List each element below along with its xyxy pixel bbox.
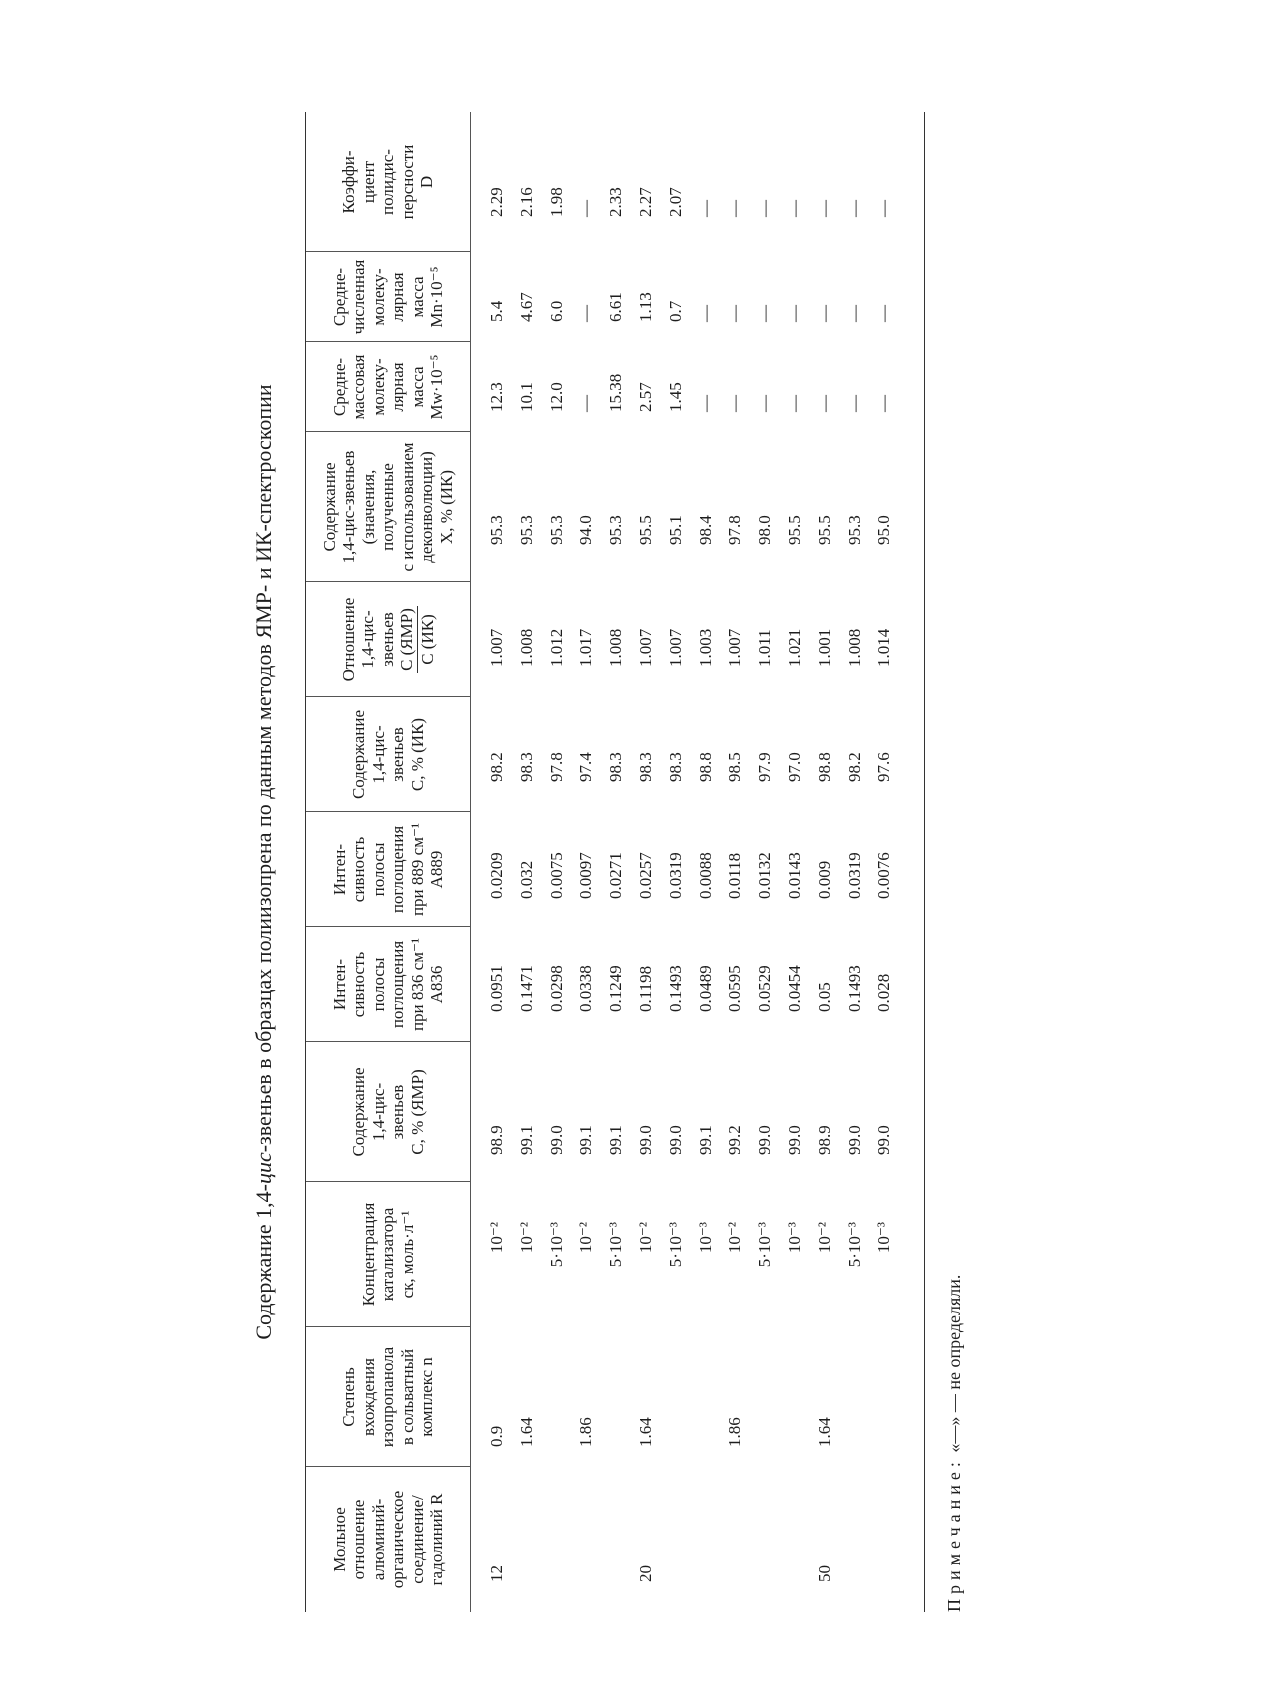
cell-ratio-nmr-ir: 1.007 — [636, 628, 655, 667]
cell-ratio-nmr-ir: 1.008 — [516, 628, 536, 667]
cell-ratio-nmr-ir: 1.007 — [725, 628, 745, 667]
cell-intensity-836: 0.1471 — [516, 965, 536, 1012]
header-line: персности — [397, 144, 417, 220]
cell-mn: 0.7 — [665, 300, 685, 322]
cell-intensity-836: 0.0489 — [695, 965, 715, 1012]
cell-cis-content-nmr: 99.0 — [874, 1125, 894, 1155]
cell-isopropanol-degree: 0.9 — [487, 1425, 506, 1447]
cell-intensity-889: 0.0088 — [695, 852, 715, 899]
header-cis-content-ir — [306, 697, 470, 812]
cell-isopropanol-degree: 1.64 — [814, 1417, 834, 1447]
cell-cis-content-nmr: 99.1 — [576, 1125, 596, 1155]
header-line: лярная — [388, 272, 407, 322]
header-line: полученные — [378, 463, 398, 551]
cell-cis-content-deconv: 95.0 — [874, 515, 894, 545]
cell-catalyst-conc: 10⁻³ — [785, 1222, 804, 1254]
table-row — [631, 112, 661, 1612]
cell-intensity-836: 0.0298 — [546, 965, 566, 1012]
cell-intensity-889: 0.0319 — [665, 852, 685, 899]
column-divider — [306, 926, 470, 927]
cell-molar-ratio: 12 — [487, 1565, 506, 1582]
cell-polydispersity: — — [874, 200, 894, 217]
cell-intensity-889: 0.032 — [516, 860, 536, 899]
cell-mn: 6.0 — [546, 300, 566, 322]
cell-cis-content-deconv: 95.3 — [844, 515, 864, 545]
cell-mw: — — [695, 395, 715, 412]
cell-cis-content-nmr: 99.0 — [755, 1125, 775, 1155]
cell-ratio-nmr-ir: 1.001 — [814, 628, 834, 667]
cell-cis-content-deconv: 94.0 — [576, 515, 596, 545]
table-row — [691, 112, 721, 1612]
table-row — [840, 112, 870, 1612]
cell-mn: — — [785, 305, 804, 322]
cell-cis-content-ir: 98.2 — [487, 752, 506, 782]
header-mw — [306, 342, 470, 432]
cell-mw: 2.57 — [636, 382, 655, 412]
cell-cis-content-nmr: 99.0 — [665, 1125, 685, 1155]
header-line: молеку- — [368, 268, 388, 326]
cell-ratio-nmr-ir: 1.012 — [546, 628, 566, 667]
header-line: масса — [407, 276, 427, 318]
cell-cis-content-ir: 98.3 — [665, 752, 685, 782]
header-line: сивность — [349, 951, 368, 1018]
cell-mn: — — [874, 305, 894, 322]
cell-cis-content-nmr: 98.9 — [487, 1125, 506, 1155]
header-line: Mn·10⁻⁵ — [427, 266, 446, 328]
header-line: полосы — [368, 842, 388, 897]
cell-cis-content-nmr: 99.0 — [844, 1125, 864, 1155]
header-line: сивность — [349, 836, 368, 903]
header-line: C, % (ЯМР) — [407, 1069, 427, 1155]
cell-cis-content-ir: 98.3 — [606, 752, 626, 782]
header-line: лярная — [388, 362, 407, 412]
header-line: Интен- — [329, 958, 349, 1011]
cell-ratio-nmr-ir: 1.021 — [785, 628, 804, 667]
cell-polydispersity: — — [695, 200, 715, 217]
cell-intensity-889: 0.0143 — [785, 852, 804, 899]
header-line: Содержание — [349, 1067, 368, 1157]
header-polydispersity — [306, 112, 470, 252]
cell-cis-content-deconv: 95.5 — [785, 515, 804, 545]
table-row — [542, 112, 572, 1612]
cell-polydispersity: 2.29 — [487, 187, 506, 217]
header-line: массовая — [349, 354, 368, 420]
cell-mn: — — [725, 305, 745, 322]
cell-intensity-889: 0.009 — [814, 860, 834, 899]
header-line: звеньев — [388, 727, 407, 782]
cell-intensity-889: 0.0271 — [606, 852, 626, 899]
cell-cis-content-ir: 98.8 — [814, 752, 834, 782]
header-line: поглощения — [388, 940, 407, 1029]
column-divider — [306, 1041, 470, 1042]
cell-isopropanol-degree: 1.86 — [725, 1417, 745, 1447]
cell-mw: — — [844, 395, 864, 412]
cell-cis-content-ir: 98.3 — [636, 752, 655, 782]
table-note — [939, 1275, 969, 1612]
header-line: алюминий- — [368, 1498, 388, 1581]
cell-mn: 5.4 — [487, 300, 506, 322]
header-line: при 889 см⁻¹ — [407, 822, 427, 917]
header-line: Степень — [339, 1367, 359, 1427]
header-line: A836 — [427, 965, 446, 1004]
cell-ratio-nmr-ir: 1.008 — [606, 628, 626, 667]
cell-mw: — — [576, 395, 596, 412]
cell-cis-content-ir: 98.3 — [516, 752, 536, 782]
header-cis-content-nmr — [306, 1042, 470, 1182]
header-mn — [306, 252, 470, 342]
table-body — [470, 112, 924, 1612]
table-row — [720, 112, 750, 1612]
cell-mn: 4.67 — [516, 292, 536, 322]
cell-catalyst-conc: 10⁻² — [636, 1222, 655, 1254]
header-line: 1,4-цис- — [368, 1082, 388, 1142]
cell-catalyst-conc: 5·10⁻³ — [546, 1222, 566, 1268]
table-row — [512, 112, 542, 1612]
header-line: Интен- — [329, 843, 349, 896]
cell-cis-content-nmr: 99.1 — [695, 1125, 715, 1155]
cell-polydispersity: 1.98 — [546, 187, 566, 217]
caption-suffix: -звеньев в образцах полиизопрена по данным методов ЯМР- и ИК-спектроскопии — [251, 384, 276, 1153]
cell-ratio-nmr-ir: 1.014 — [874, 628, 894, 667]
cell-cis-content-deconv: 98.0 — [755, 515, 775, 545]
header-line: гадолиний R — [427, 1493, 446, 1586]
header-line: органическое — [388, 1490, 407, 1589]
header-line: изопропанола — [378, 1346, 398, 1448]
fraction-denominator: C (ИК) — [417, 614, 437, 665]
cell-mw: 12.3 — [487, 382, 506, 412]
header-cis-content-deconv — [306, 432, 470, 582]
header-line: Mw·10⁻⁵ — [427, 354, 446, 420]
cell-mw: — — [874, 395, 894, 412]
cell-intensity-889: 0.0319 — [844, 852, 864, 899]
header-line: при 836 см⁻¹ — [407, 937, 427, 1032]
header-line: циент — [358, 160, 378, 204]
cell-molar-ratio: 50 — [814, 1565, 834, 1582]
cell-cis-content-nmr: 99.2 — [725, 1125, 745, 1155]
cell-intensity-836: 0.0454 — [785, 965, 804, 1012]
table-row — [750, 112, 780, 1612]
cell-intensity-889: 0.0097 — [576, 852, 596, 899]
column-divider — [306, 1326, 470, 1327]
column-divider — [306, 811, 470, 812]
cell-mn: 1.13 — [636, 292, 655, 322]
cell-ratio-nmr-ir: 1.007 — [487, 628, 506, 667]
header-line: A889 — [427, 850, 446, 889]
header-line: поглощения — [388, 825, 407, 914]
fraction-numerator: C (ЯМР) — [397, 608, 417, 671]
table-row — [601, 112, 631, 1612]
cell-polydispersity: 2.16 — [516, 187, 536, 217]
cell-mn: — — [814, 305, 834, 322]
cell-polydispersity: — — [576, 200, 596, 217]
cell-catalyst-conc: 5·10⁻³ — [755, 1222, 775, 1268]
header-line: в сольватный — [397, 1348, 417, 1446]
cell-intensity-836: 0.1249 — [606, 965, 626, 1012]
header-fraction — [397, 606, 437, 673]
cell-cis-content-deconv: 95.5 — [636, 515, 655, 545]
table-row — [482, 112, 512, 1612]
cell-mw: 15.38 — [606, 373, 626, 412]
cell-intensity-889: 0.0076 — [874, 852, 894, 899]
cell-cis-content-deconv: 95.3 — [487, 515, 506, 545]
header-line: деконволюции) — [417, 451, 437, 563]
cell-cis-content-nmr: 99.1 — [606, 1125, 626, 1155]
table-header — [306, 112, 471, 1612]
column-divider — [306, 1466, 470, 1467]
header-line: 1,4-цис- — [368, 725, 388, 784]
header-line: соединение/ — [407, 1495, 427, 1584]
header-line: отношение — [349, 1499, 368, 1580]
cell-catalyst-conc: 10⁻² — [725, 1222, 745, 1254]
cell-intensity-889: 0.0132 — [755, 852, 775, 899]
cell-intensity-836: 0.1493 — [665, 965, 685, 1012]
cell-ratio-nmr-ir: 1.017 — [576, 628, 596, 667]
header-line: масса — [407, 366, 427, 408]
note-text: «—» — не определяли. — [944, 1274, 964, 1453]
header-line: (значения, — [358, 469, 378, 545]
cell-polydispersity: 2.33 — [606, 187, 626, 217]
cell-ratio-nmr-ir: 1.011 — [755, 629, 775, 667]
header-line: Средне- — [329, 357, 349, 417]
header-catalyst-conc — [306, 1182, 470, 1327]
cell-polydispersity: — — [814, 200, 834, 217]
cell-polydispersity: 2.27 — [636, 187, 655, 217]
cell-cis-content-deconv: 95.1 — [665, 515, 685, 545]
header-line: звеньев — [377, 612, 397, 667]
cell-intensity-836: 0.1493 — [844, 965, 864, 1012]
cell-cis-content-deconv: 95.5 — [814, 515, 834, 545]
cell-isopropanol-degree: 1.86 — [576, 1417, 596, 1447]
cell-ratio-nmr-ir: 1.003 — [695, 628, 715, 667]
cell-mn: 6.61 — [606, 292, 626, 322]
cell-polydispersity: 2.07 — [665, 187, 685, 217]
cell-intensity-889: 0.0209 — [487, 852, 506, 899]
cell-intensity-889: 0.0118 — [725, 852, 745, 899]
cell-polydispersity: — — [725, 200, 745, 217]
cell-mw: — — [755, 395, 775, 412]
cell-intensity-836: 0.1198 — [636, 965, 655, 1012]
cell-catalyst-conc: 10⁻² — [487, 1222, 506, 1254]
cell-mw: — — [725, 395, 745, 412]
header-line: Средне- — [329, 267, 349, 327]
header-line: численная — [349, 259, 368, 335]
cell-intensity-836: 0.0951 — [487, 965, 506, 1012]
column-divider — [306, 251, 470, 252]
header-line: 1,4-цис- — [358, 610, 378, 669]
header-line: с использованием — [397, 442, 417, 572]
cell-mw: — — [814, 395, 834, 412]
table-row — [780, 112, 810, 1612]
header-line: Концентрация — [358, 1202, 378, 1307]
header-line: C, % (ИК) — [407, 717, 427, 792]
cell-ratio-nmr-ir: 1.008 — [844, 628, 864, 667]
cell-cis-content-ir: 97.8 — [546, 752, 566, 782]
cell-polydispersity: — — [755, 200, 775, 217]
header-isopropanol-degree — [306, 1327, 470, 1467]
cell-cis-content-deconv: 98.4 — [695, 515, 715, 545]
cell-mn: — — [695, 305, 715, 322]
rotated-table-page — [239, 112, 989, 1612]
header-line: полосы — [368, 957, 388, 1012]
table-row — [571, 112, 601, 1612]
cell-polydispersity: — — [844, 200, 864, 217]
header-line: вхождения — [358, 1358, 378, 1436]
cell-cis-content-nmr: 98.9 — [814, 1125, 834, 1155]
table-caption — [239, 112, 289, 1612]
cell-cis-content-deconv: 95.3 — [546, 515, 566, 545]
cell-isopropanol-degree: 1.64 — [636, 1417, 655, 1447]
cell-mw: 1.45 — [665, 382, 685, 412]
header-line: Содержание — [319, 462, 339, 552]
cell-cis-content-ir: 97.4 — [576, 752, 596, 782]
header-intensity-889 — [306, 812, 470, 927]
header-line: звеньев — [388, 1084, 407, 1140]
table-row — [661, 112, 691, 1612]
column-divider — [306, 431, 470, 432]
header-line: Мольное — [329, 1507, 349, 1572]
note-label: Примечание: — [944, 1457, 964, 1612]
column-divider — [306, 1181, 470, 1182]
cell-cis-content-nmr: 99.0 — [636, 1125, 655, 1155]
cell-mw: 12.0 — [546, 382, 566, 412]
cell-mn: — — [576, 305, 596, 322]
cell-mn: — — [755, 305, 775, 322]
cell-cis-content-deconv: 95.3 — [606, 515, 626, 545]
cell-cis-content-ir: 98.2 — [844, 752, 864, 782]
header-intensity-836 — [306, 927, 470, 1042]
cell-cis-content-ir: 97.0 — [785, 752, 804, 782]
cell-catalyst-conc: 10⁻³ — [695, 1222, 715, 1254]
header-line: cк, моль·л⁻¹ — [397, 1210, 417, 1299]
cell-intensity-889: 0.0257 — [636, 852, 655, 899]
cell-ratio-nmr-ir: 1.007 — [665, 628, 685, 667]
column-divider — [306, 341, 470, 342]
cell-intensity-836: 0.0595 — [725, 965, 745, 1012]
cell-mw: — — [785, 395, 804, 412]
cell-cis-content-ir: 97.6 — [874, 752, 894, 782]
cell-cis-content-deconv: 97.8 — [725, 515, 745, 545]
column-divider — [306, 696, 470, 697]
header-line: 1,4-цис-звеньев — [339, 450, 359, 564]
cell-intensity-836: 0.0529 — [755, 965, 775, 1012]
header-line: Содержание — [349, 709, 368, 800]
cell-catalyst-conc: 10⁻² — [516, 1222, 536, 1254]
cell-catalyst-conc: 10⁻² — [576, 1222, 596, 1254]
cell-intensity-836: 0.05 — [814, 982, 834, 1012]
header-line: комплекс n — [417, 1357, 437, 1437]
header-line: молеку- — [368, 358, 388, 416]
header-line: катализатора — [378, 1207, 398, 1302]
cell-cis-content-ir: 98.5 — [725, 752, 745, 782]
cell-molar-ratio: 20 — [636, 1565, 655, 1582]
cell-catalyst-conc: 5·10⁻³ — [665, 1222, 685, 1268]
cell-cis-content-ir: 97.9 — [755, 752, 775, 782]
cell-catalyst-conc: 5·10⁻³ — [844, 1222, 864, 1268]
cell-cis-content-ir: 98.8 — [695, 752, 715, 782]
cell-cis-content-nmr: 99.1 — [516, 1125, 536, 1155]
data-table — [305, 112, 925, 1612]
header-line: Отношение — [338, 597, 358, 682]
column-divider — [306, 581, 470, 582]
cell-mn: — — [844, 305, 864, 322]
cell-isopropanol-degree: 1.64 — [516, 1417, 536, 1447]
header-line: X, % (ИК) — [436, 469, 456, 545]
header-molar-ratio — [306, 1467, 470, 1612]
cell-cis-content-nmr: 99.0 — [546, 1125, 566, 1155]
cell-catalyst-conc: 10⁻² — [814, 1222, 834, 1254]
cell-intensity-836: 0.0338 — [576, 965, 596, 1012]
table-row — [810, 112, 840, 1612]
cell-catalyst-conc: 10⁻³ — [874, 1222, 894, 1254]
cell-intensity-836: 0.028 — [874, 973, 894, 1012]
header-line: Коэффи- — [339, 150, 359, 214]
cell-cis-content-nmr: 99.0 — [785, 1125, 804, 1155]
caption-italic: цис — [251, 1152, 276, 1185]
header-line: D — [417, 175, 437, 189]
cell-cis-content-deconv: 95.3 — [516, 515, 536, 545]
cell-polydispersity: — — [785, 200, 804, 217]
cell-mw: 10.1 — [516, 382, 536, 412]
table-row — [869, 112, 899, 1612]
cell-intensity-889: 0.0075 — [546, 852, 566, 899]
header-ratio-nmr-ir — [306, 582, 470, 697]
header-line: полидис- — [378, 149, 398, 215]
cell-catalyst-conc: 5·10⁻³ — [606, 1222, 626, 1268]
caption-prefix: Содержание 1,4- — [251, 1184, 276, 1340]
